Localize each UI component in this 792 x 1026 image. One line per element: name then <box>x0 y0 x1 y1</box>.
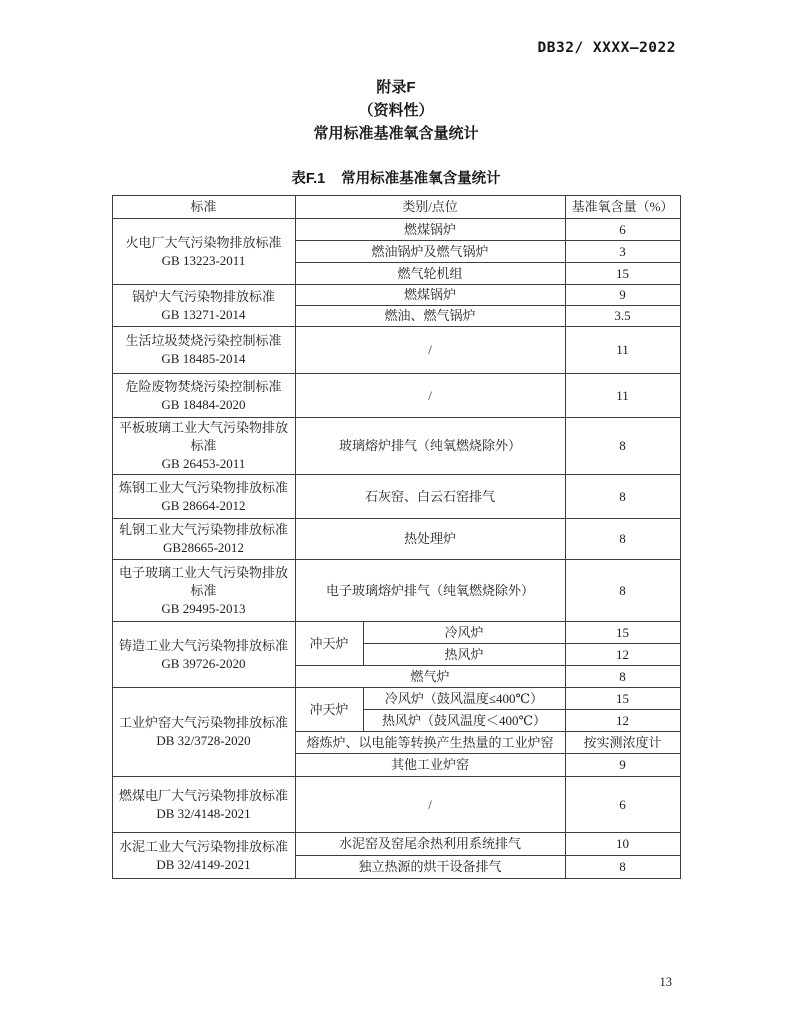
value-cell: 6 <box>565 219 680 241</box>
table-row <box>112 418 680 475</box>
group-cell: 冲天炉 <box>295 622 363 666</box>
value-cell: 12 <box>565 644 680 666</box>
standard-name: 铸造工业大气污染物排放标准 <box>118 637 288 653</box>
standard-cell <box>112 833 295 879</box>
standard-name: 危险废物焚烧污染控制标准 <box>125 378 282 394</box>
table-row <box>112 219 680 241</box>
table-row <box>112 519 680 560</box>
standard-code: DB 32/3728-2020 <box>156 733 251 748</box>
value-cell: 8 <box>565 666 680 688</box>
appendix-title-line: 常用标准基准氧含量统计 <box>313 125 479 142</box>
standard-cell <box>112 519 295 560</box>
standard-name: 燃煤电厂大气污染物排放标准 <box>118 787 288 803</box>
value-cell: 8 <box>565 856 680 879</box>
standard-code: GB 29495-2013 <box>161 600 246 616</box>
standard-cell <box>112 560 295 622</box>
standard-name: 电子玻璃工业大气污染物排放标准 <box>118 564 288 598</box>
standard-name: 平板玻璃工业大气污染物排放标准 <box>118 420 288 453</box>
standard-cell <box>112 374 295 418</box>
subcategory-cell: 热风炉 <box>363 644 565 666</box>
category-cell: 石灰窑、白云石窑排气 <box>295 475 565 519</box>
standard-name: 炼钢工业大气污染物排放标准 <box>118 479 288 495</box>
table-row <box>112 560 680 622</box>
oxygen-content-table <box>112 195 681 879</box>
header-category: 类别/点位 <box>295 196 565 219</box>
table-row <box>112 777 680 833</box>
category-cell: 熔炼炉、以电能等转换产生热量的工业炉窑 <box>295 732 565 754</box>
standard-code: GB 18485-2014 <box>161 351 246 366</box>
standard-name: 锅炉大气污染物排放标准 <box>131 288 275 304</box>
category-cell: / <box>295 327 565 374</box>
table-caption <box>0 167 792 188</box>
table-row <box>112 327 680 374</box>
standard-code: GB 28664-2012 <box>161 497 246 513</box>
standard-code: DB 32/4149-2021 <box>156 856 251 872</box>
category-cell: 热处理炉 <box>295 519 565 560</box>
value-cell: 8 <box>565 519 680 560</box>
table-row <box>112 285 680 306</box>
category-cell: 水泥窑及窑尾余热利用系统排气 <box>295 833 565 856</box>
standard-cell <box>112 418 295 475</box>
table-row <box>112 475 680 519</box>
table-header-row <box>112 196 680 219</box>
category-cell: / <box>295 374 565 418</box>
value-cell: 15 <box>565 688 680 710</box>
table-caption-label: 表F.1 <box>291 171 326 187</box>
value-cell: 8 <box>565 475 680 519</box>
standard-name: 水泥工业大气污染物排放标准 <box>118 838 288 854</box>
value-cell: 3 <box>565 241 680 263</box>
category-cell: 独立热源的烘干设备排气 <box>295 856 565 879</box>
standard-cell <box>112 219 295 285</box>
category-cell: 燃油锅炉及燃气锅炉 <box>295 241 565 263</box>
value-cell: 12 <box>565 710 680 732</box>
category-cell: 其他工业炉窑 <box>295 754 565 777</box>
value-cell: 15 <box>565 263 680 285</box>
subcategory-cell: 冷风炉（鼓风温度≤400℃） <box>363 688 565 710</box>
standard-name: 轧钢工业大气污染物排放标准 <box>118 522 288 537</box>
standard-code: GB 13223-2011 <box>161 252 246 268</box>
standard-name: 火电厂大气污染物排放标准 <box>125 234 282 250</box>
group-cell: 冲天炉 <box>295 688 363 732</box>
category-cell: 玻璃熔炉排气（纯氧燃烧除外） <box>295 418 565 475</box>
standard-name: 生活垃圾焚烧污染控制标准 <box>125 333 282 348</box>
category-cell: 燃油、燃气锅炉 <box>295 306 565 327</box>
page-number: 13 <box>659 975 672 989</box>
category-cell: 燃煤锅炉 <box>295 285 565 306</box>
standard-code: GB 39726-2020 <box>161 655 246 671</box>
standard-cell <box>112 777 295 833</box>
value-cell: 11 <box>565 327 680 374</box>
appendix-type-line: （资料性） <box>358 102 434 119</box>
standard-cell <box>112 622 295 688</box>
category-cell: 燃煤锅炉 <box>295 219 565 241</box>
appendix-id-line: 附录F <box>376 79 416 96</box>
table-row <box>112 688 680 710</box>
category-cell: 电子玻璃熔炉排气（纯氧燃烧除外） <box>295 560 565 622</box>
category-cell: / <box>295 777 565 833</box>
value-cell: 6 <box>565 777 680 833</box>
standard-code: GB 26453-2011 <box>161 456 246 471</box>
value-cell: 8 <box>565 560 680 622</box>
subcategory-cell: 热风炉（鼓风温度＜400℃） <box>363 710 565 732</box>
standard-cell <box>112 475 295 519</box>
category-cell: 燃气轮机组 <box>295 263 565 285</box>
value-cell: 3.5 <box>565 306 680 327</box>
value-cell: 10 <box>565 833 680 856</box>
value-cell: 9 <box>565 754 680 777</box>
value-cell: 11 <box>565 374 680 418</box>
category-cell: 燃气炉 <box>295 666 565 688</box>
table-row <box>112 374 680 418</box>
value-cell: 15 <box>565 622 680 644</box>
standard-code: DB 32/4148-2021 <box>156 805 251 821</box>
standard-name: 工业炉窑大气污染物排放标准 <box>118 715 288 730</box>
header-oxygen-content: 基准氧含量（%） <box>565 196 680 219</box>
appendix-heading <box>0 0 792 145</box>
document-code: DB32/ XXXX—2022 <box>537 40 676 56</box>
value-cell: 按实测浓度计 <box>565 732 680 754</box>
value-cell: 9 <box>565 285 680 306</box>
table-row <box>112 622 680 644</box>
standard-code: GB28665-2012 <box>163 540 244 555</box>
standard-cell <box>112 285 295 327</box>
header-standard: 标准 <box>112 196 295 219</box>
standard-code: GB 18484-2020 <box>161 396 246 412</box>
standard-cell <box>112 688 295 777</box>
subcategory-cell: 冷风炉 <box>363 622 565 644</box>
standard-code: GB 13271-2014 <box>161 306 246 322</box>
table-caption-title: 常用标准基准氧含量统计 <box>341 171 501 187</box>
value-cell: 8 <box>565 418 680 475</box>
standard-cell <box>112 327 295 374</box>
table-row <box>112 833 680 856</box>
